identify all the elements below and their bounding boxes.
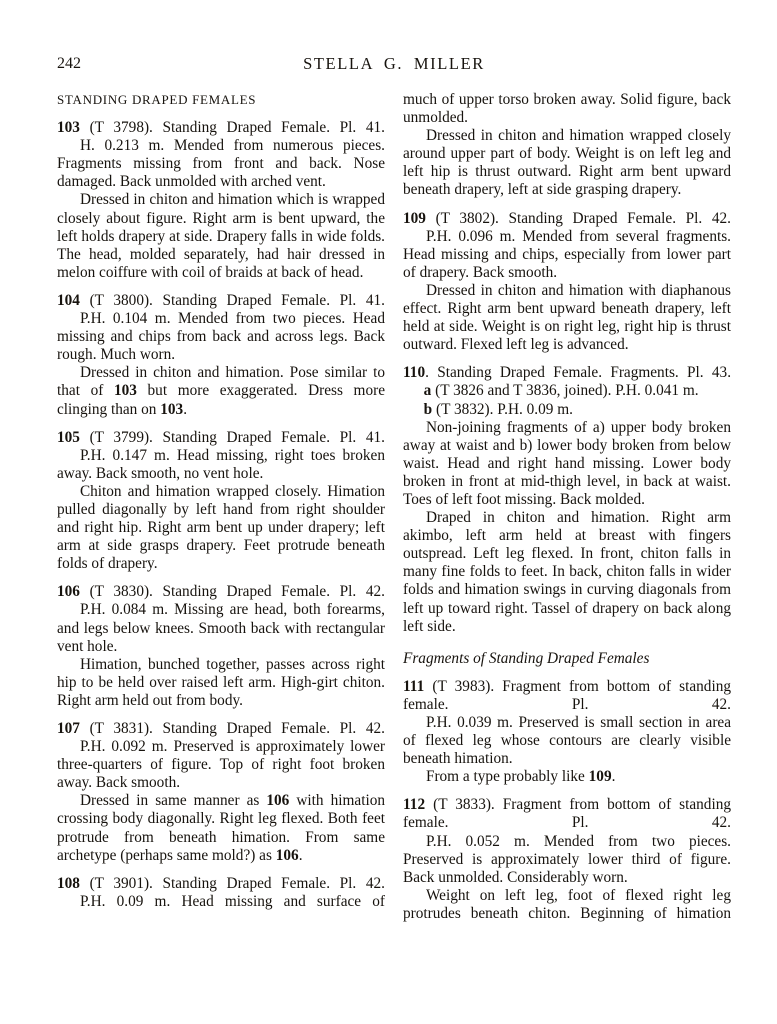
entry-heading: 111 (T 3983). Fragment from bottom of standing female. Pl. 42. (403, 677, 732, 713)
entry-paragraph: H. 0.213 m. Mended from numerous pieces. Fragments missing from front and back. Nose damaged. Back unmolded with arched vent. (57, 137, 385, 191)
entry-heading: 104 (T 3800). Standing Draped Female. Pl. 41. (57, 291, 386, 309)
entry-heading: 109 (T 3802). Standing Draped Female. Pl. 42. (403, 209, 732, 227)
entry-paragraph: P.H. 0.092 m. Preserved is approximately lower three-quarters of figure. Top of right foot broken away. Back smooth. (57, 738, 385, 792)
entry-paragraph: Himation, bunched together, passes across right hip to be held over raised left arm. High-girt chiton. Right arm held out from body. (57, 655, 385, 709)
section-heading: STANDING DRAPED FEMALES (57, 92, 257, 107)
plate-reference: Pl. 43. (687, 364, 732, 382)
plate-reference: Pl. 42. (339, 874, 386, 892)
entry-heading: 106 (T 3830). Standing Draped Female. Pl. 42. (57, 583, 386, 601)
plate-reference: Pl. 42. (339, 583, 386, 601)
page-number: 242 (57, 55, 81, 72)
entry-paragraph: From a type probably like 109. (425, 768, 616, 786)
entry-paragraph: Dressed in chiton and himation wrapped closely around upper part of body. Weight is on left leg and left hip is thrust outward. Right arm bent upward beneath drapery, left at side grasping drapery. (403, 127, 731, 199)
plate-reference: Pl. 42. (571, 695, 732, 713)
entry-paragraph: Dressed in chiton and himation. Pose similar to that of 103 but more exaggerated. Dress more clinging than on 103. (57, 364, 385, 418)
running-title: STELLA G. MILLER (303, 54, 485, 73)
entry-paragraph: Dressed in chiton and himation with diaphanous effect. Right arm bent upward beneath drapery, left held at side. Weight is on right leg, right hip is thrust outward. Flexed left leg is advanced. (403, 281, 731, 354)
entry-heading: 105 (T 3799). Standing Draped Female. Pl. 41. (57, 428, 386, 446)
entry-paragraph: P.H. 0.084 m. Missing are head, both forearms, and legs below knees. Smooth back with rectangular vent hole. (57, 601, 385, 655)
entry-heading: 112 (T 3833). Fragment from bottom of standing female. Pl. 42. (403, 796, 732, 832)
entry-heading: 110. Standing Draped Female. Fragments. Pl. 43. (403, 364, 732, 382)
entry-paragraph: Draped in chiton and himation. Right arm akimbo, left arm held at breast with fingers outspread. Left leg flexed. In front, chiton falls in many fine folds to feet. In back, chiton falls in wider folds and himation swings in curving diagonals from left up toward right. Tassel of drapery on back along left side. (403, 509, 731, 635)
entry-paragraph: P.H. 0.039 m. Preserved is small section in area of flexed leg whose contours are clearly visible beneath himation. (403, 714, 731, 768)
entry-paragraph: P.H. 0.052 m. Mended from two pieces. Preserved is approximately lower third of figure. Back unmolded. Considerably worn. (403, 832, 731, 886)
right-column (403, 91, 731, 923)
entry-paragraph: P.H. 0.09 m. Head missing and surface of (79, 892, 385, 910)
text-columns (57, 91, 731, 923)
entry-paragraph: Chiton and himation wrapped closely. Himation pulled diagonally by left hand from right shoulder and right hip. Right arm bent up under drapery; left arm at side grasps drapery. Feet protrude beneath folds of drapery. (57, 482, 385, 573)
plate-reference: Pl. 42. (339, 720, 386, 737)
entry-paragraph: P.H. 0.104 m. Mended from two pieces. Head missing and chips from back and across legs. Back rough. Much worn. (57, 310, 385, 364)
plate-reference: Pl. 42. (571, 814, 732, 832)
entry-paragraph: Dressed in same manner as 106 with himation crossing body diagonally. Right leg flexed. Both feet protrude from beneath himation. From same archetype (perhaps same mold?) as 106. (57, 792, 385, 864)
plate-reference: Pl. 42. (685, 209, 732, 227)
entry-paragraph: Non-joining fragments of a) upper body broken away at waist and b) lower body broken from below waist. Head and right hand missing. Lower body broken in front at mid-thigh level, in back at waist. Toes of left foot missing. Back molded. (403, 418, 731, 508)
catalog-subentry-line: a (T 3826 and T 3836, joined). P.H. 0.041 m. (423, 382, 699, 400)
entry-paragraph: Dressed in chiton and himation which is wrapped closely about figure. Right arm is bent upward, the left holds drapery at side. Drapery falls in wide folds. The head, molded separately, had hair dressed in melon coiffure with coil of braids at back of head. (57, 191, 385, 281)
catalog-subentry-line: b (T 3832). P.H. 0.09 m. (423, 400, 573, 418)
plate-reference: Pl. 41. (339, 291, 386, 309)
entry-heading: 108 (T 3901). Standing Draped Female. Pl. 42. (57, 874, 386, 892)
page-header (57, 54, 731, 74)
subsection-heading: Fragments of Standing Draped Females (403, 649, 650, 667)
plate-reference: Pl. 41. (339, 428, 386, 446)
left-column (57, 91, 385, 923)
entry-paragraph: P.H. 0.096 m. Mended from several fragments. Head missing and chips, especially from lower part of drapery. Back smooth. (403, 227, 731, 281)
continuation-paragraph: much of upper torso broken away. Solid figure, back unmolded. (403, 91, 731, 127)
entry-heading: 107 (T 3831). Standing Draped Female. Pl. 42. (57, 720, 386, 737)
entry-paragraph: P.H. 0.147 m. Head missing, right toes broken away. Back smooth, no vent hole. (57, 446, 385, 482)
plate-reference: Pl. 41. (339, 119, 386, 137)
entry-heading: 103 (T 3798). Standing Draped Female. Pl. 41. (57, 119, 386, 137)
entry-paragraph: Weight on left leg, foot of flexed right leg protrudes beneath chiton. Beginning of himation (403, 886, 731, 922)
